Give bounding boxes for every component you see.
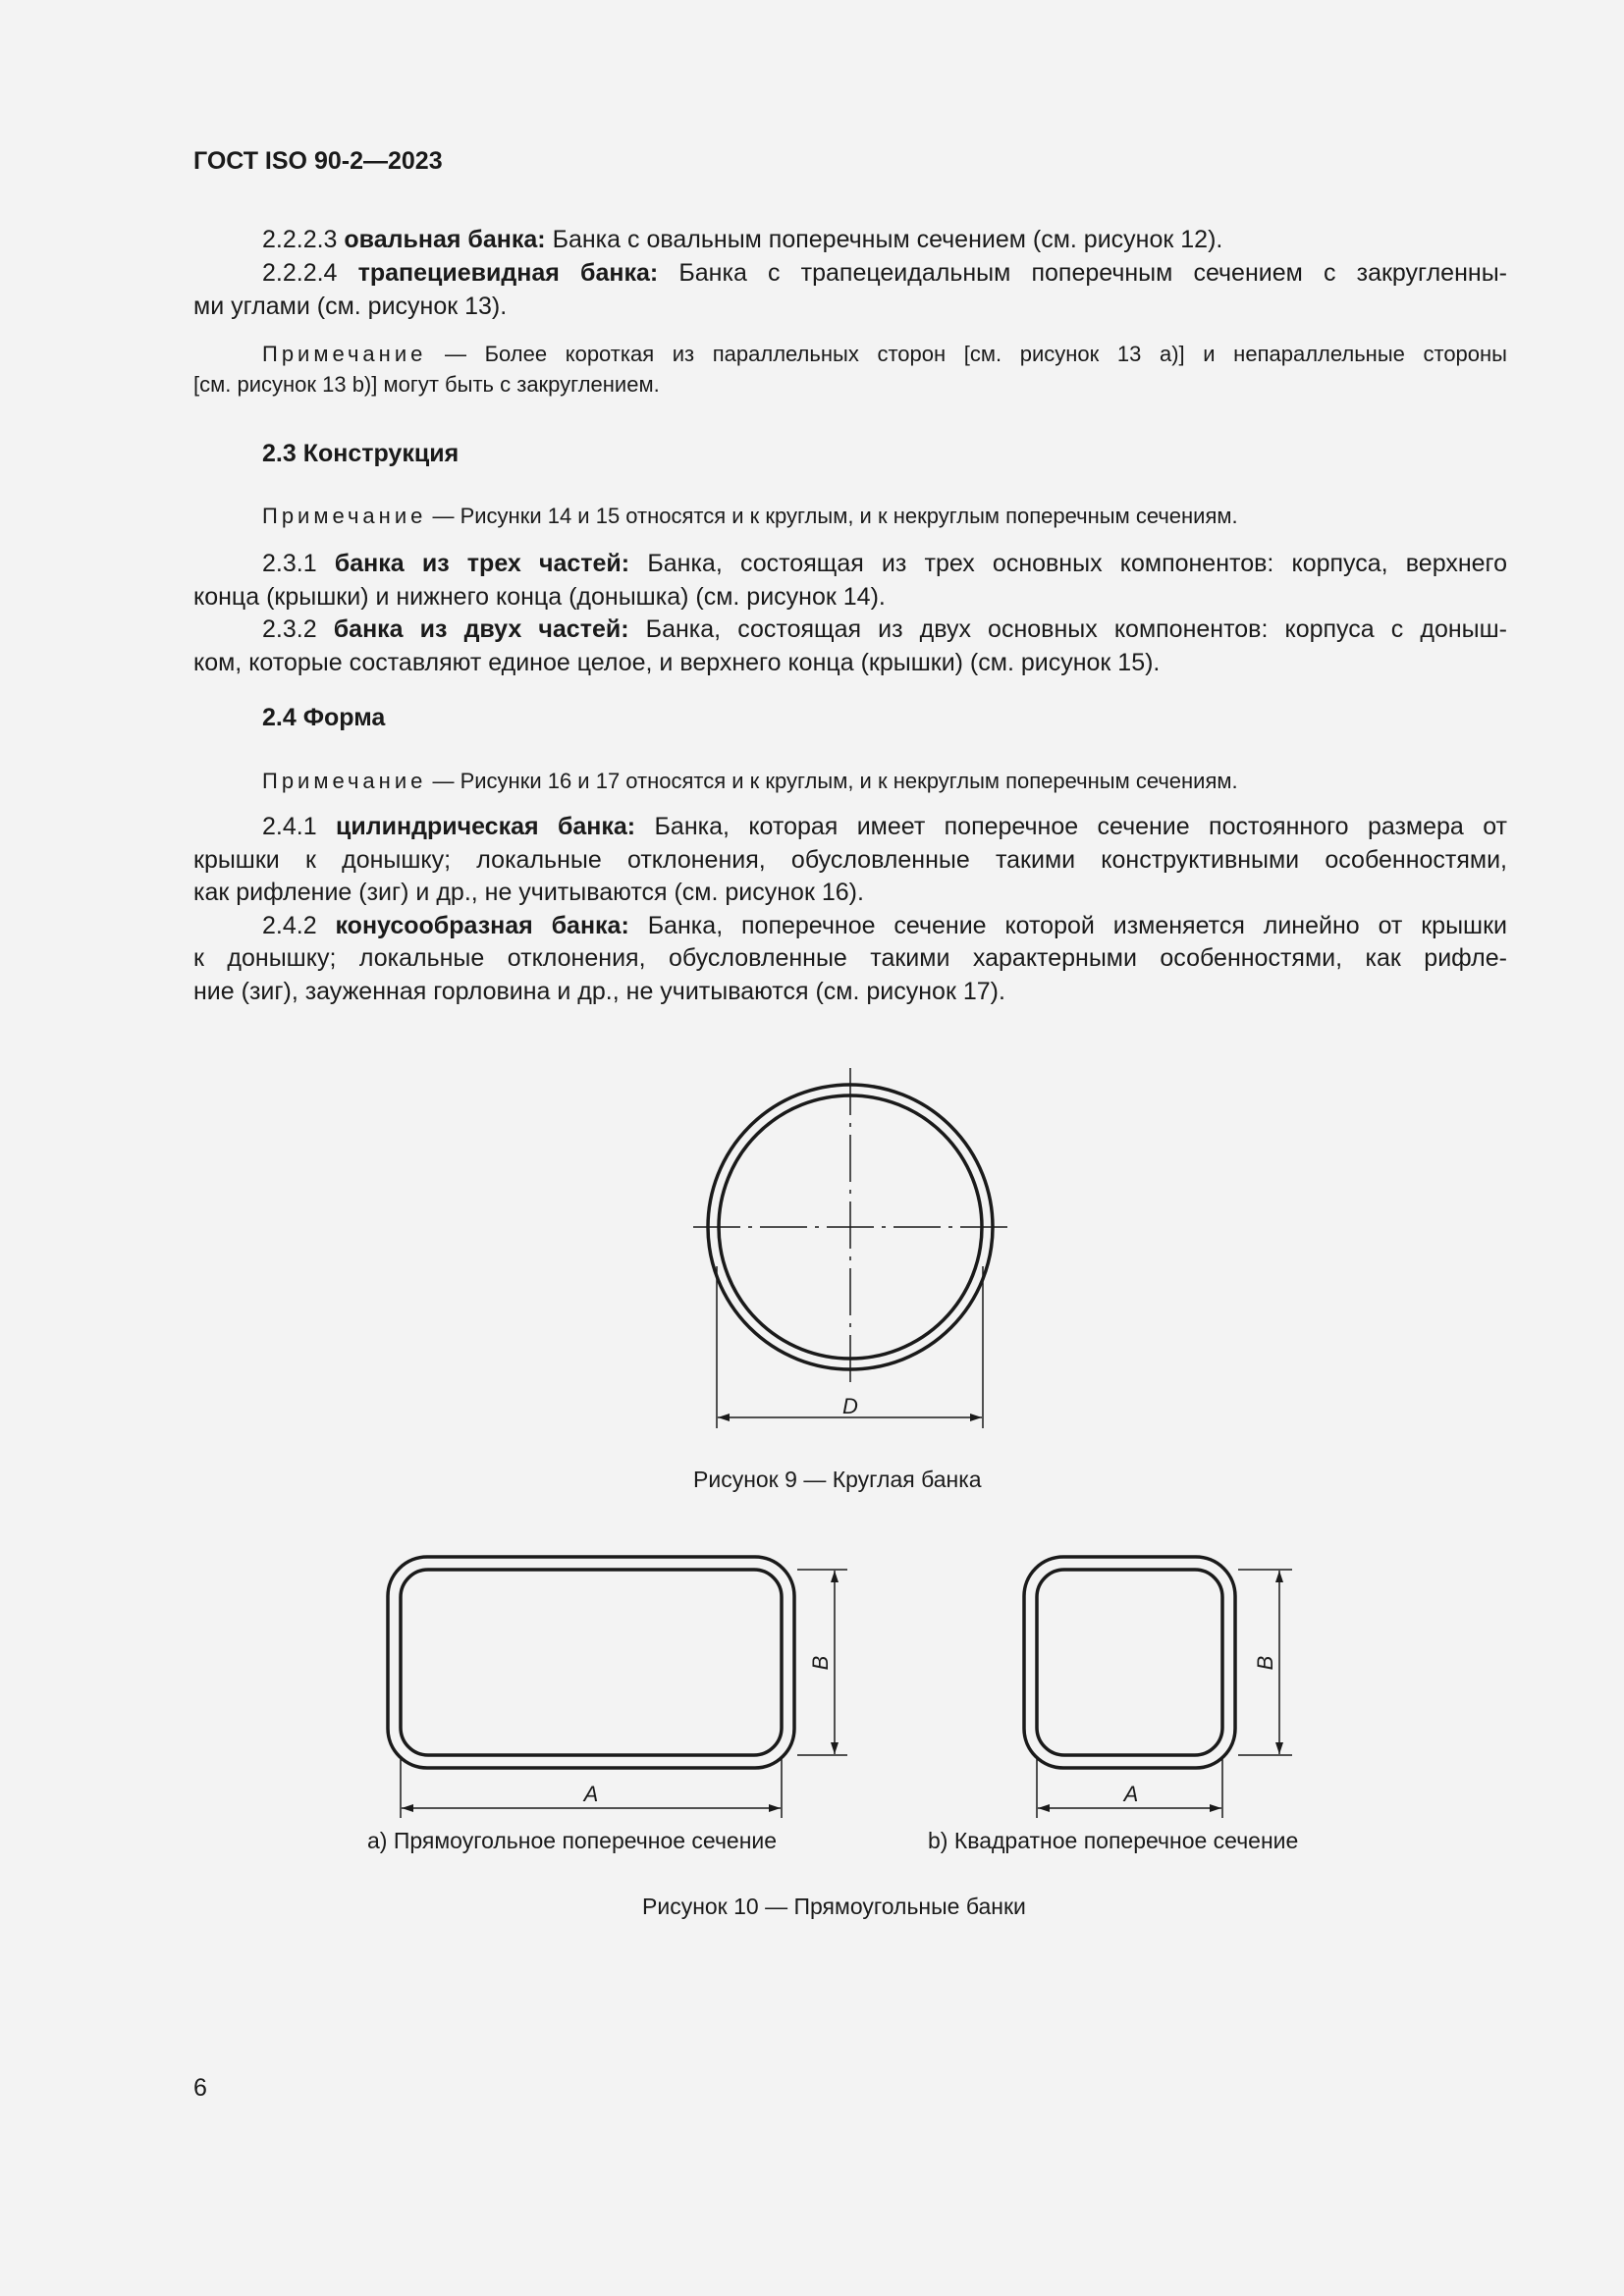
clause-number: 2.3.1 [262, 550, 317, 577]
clause-number: 2.3.2 [262, 615, 317, 643]
figure-10a-caption: a) Прямоугольное поперечное сечение [367, 1828, 778, 1853]
clause-term: трапециевидная банка: [357, 259, 659, 287]
note-label: Примечание [262, 504, 427, 528]
figure-9-caption: Рисунок 9 — Круглая банка [693, 1467, 982, 1492]
outer-contour [388, 1557, 794, 1768]
note-label: Примечание [262, 342, 427, 366]
paragraph-2224-line2: ми углами (см. рисунок 13). [193, 293, 508, 320]
clause-number: 2.2.2.4 [262, 259, 338, 287]
clause-text: Банка, поперечное сечение которой изменяется линейно от крышки [647, 912, 1508, 939]
clause-term: банка из двух частей: [333, 615, 629, 643]
clause-term: банка из трех частей: [334, 550, 630, 577]
clause-text: Банка, состоящая из трех основных компонентов: корпуса, верхнего [647, 550, 1508, 577]
document-header: ГОСТ ISO 90-2—2023 [193, 147, 443, 175]
figure-9-round-can [693, 1068, 1007, 1428]
dimension-label-b: B [808, 1655, 833, 1671]
paragraph-241-line3: как рифление (зиг) и др., не учитываются (см. рисунок 16). [193, 879, 864, 906]
paragraph-241-line2: крышки к донышку; локальные отклонения, обусловленные такими конструктивными особенностями, [193, 846, 1507, 874]
clause-text: Банка, которая имеет поперечное сечение постоянного размера от [654, 813, 1508, 840]
note-text: — Более короткая из параллельных сторон [см. рисунок 13 a)] и непараллельные стороны [444, 342, 1507, 366]
figure-10b-caption: b) Квадратное поперечное сечение [928, 1828, 1299, 1853]
paragraph-231-line2: конца (крышки) и нижнего конца (донышка) (см. рисунок 14). [193, 583, 886, 611]
clause-number: 2.2.2.3 [262, 226, 338, 253]
page-number: 6 [193, 2074, 207, 2102]
note-1-line2: [см. рисунок 13 b)] могут быть с закруглением. [193, 372, 660, 397]
inner-contour [401, 1570, 782, 1755]
clause-text: Банка с трапецеидальным поперечным сечением с закругленны- [678, 259, 1507, 287]
dimension-label-b: B [1253, 1655, 1277, 1671]
inner-contour [1037, 1570, 1222, 1755]
clause-text: Банка с овальным поперечным сечением (см. рисунок 12). [552, 226, 1223, 253]
clause-term: конусообразная банка: [335, 912, 629, 939]
dimension-label-d: D [842, 1394, 858, 1418]
section-heading-23: 2.3 Конструкция [262, 440, 460, 467]
note-label: Примечание [262, 769, 427, 793]
clause-number: 2.4.1 [262, 813, 317, 840]
clause-number: 2.4.2 [262, 912, 317, 939]
section-heading-24: 2.4 Форма [262, 704, 386, 731]
dimension-label-a: A [1123, 1782, 1139, 1806]
figure-10-caption: Рисунок 10 — Прямоугольные банки [642, 1894, 1026, 1919]
paragraph-242-line3: ние (зиг), зауженная горловина и др., не учитываются (см. рисунок 17). [193, 978, 1005, 1005]
paragraph-232-line2: ком, которые составляют единое целое, и верхнего конца (крышки) (см. рисунок 15). [193, 649, 1161, 676]
paragraph-242-line2: к донышку; локальные отклонения, обусловленные такими характерными особенностями, как рифле- [193, 944, 1507, 972]
note-text: — Рисунки 16 и 17 относятся и к круглым, и к некруглым поперечным сечениям. [432, 769, 1238, 793]
clause-text: Банка, состоящая из двух основных компонентов: корпуса с доныш- [645, 615, 1508, 643]
clause-term: цилиндрическая банка: [335, 813, 636, 840]
figure-10b-square-can [1024, 1557, 1292, 1818]
figure-10a-rectangular-can [388, 1557, 847, 1818]
outer-contour [1024, 1557, 1235, 1768]
clause-term: овальная банка: [344, 226, 546, 253]
dimension-label-a: A [583, 1782, 599, 1806]
note-text: — Рисунки 14 и 15 относятся и к круглым, и к некруглым поперечным сечениям. [432, 504, 1238, 528]
